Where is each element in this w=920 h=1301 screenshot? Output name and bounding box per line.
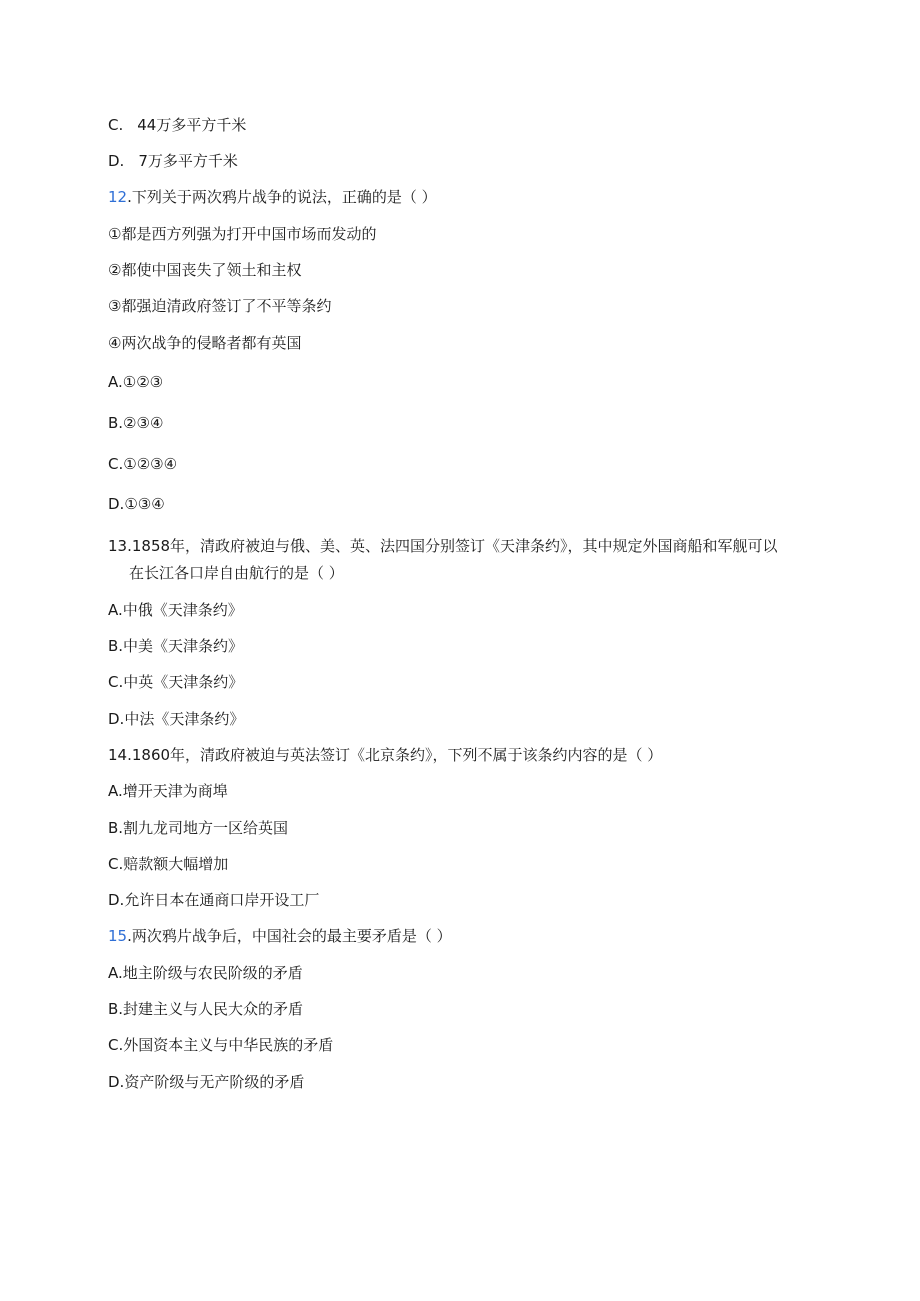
q12-statement-1: ①都是西方列强为打开中国市场而发动的 (108, 225, 377, 243)
q14-option-a: A.增开天津为商埠 (108, 782, 228, 800)
q15-option-a: A.地主阶级与农民阶级的矛盾 (108, 964, 303, 982)
option-text: 7万多平方千米 (138, 152, 238, 170)
q15-stem (108, 926, 452, 946)
q13-option-c: C.中英《天津条约》 (108, 673, 244, 691)
question-number: 15 (108, 927, 128, 945)
q15-option-c: C.外国资本主义与中华民族的矛盾 (108, 1036, 334, 1054)
q12-option-d: D.①③④ (108, 495, 165, 513)
q12-stem (108, 187, 437, 207)
q12-statement-2: ②都使中国丧失了领土和主权 (108, 261, 302, 279)
question-text: .两次鸦片战争后，中国社会的最主要矛盾是（ ） (127, 927, 452, 945)
q14-option-d: D.允许日本在通商口岸开设工厂 (108, 891, 320, 909)
q15-option-d: D.资产阶级与无产阶级的矛盾 (108, 1073, 305, 1091)
q12-statement-4: ④两次战争的侵略者都有英国 (108, 334, 302, 352)
q14-option-c: C.赔款额大幅增加 (108, 855, 229, 873)
q15-option-b: B.封建主义与人民大众的矛盾 (108, 1000, 304, 1018)
q11-option-d (108, 151, 238, 171)
q12-option-b: B.②③④ (108, 414, 164, 432)
q12-option-c: C.①②③④ (108, 455, 178, 473)
option-letter: C. (108, 116, 124, 134)
q14-stem: 14.1860年，清政府被迫与英法签订《北京条约》，下列不属于该条约内容的是（ ） (108, 746, 663, 764)
question-text: .下列关于两次鸦片战争的说法，正确的是（ ） (127, 188, 437, 206)
option-text: 44万多平方千米 (137, 116, 247, 134)
q13-option-a: A.中俄《天津条约》 (108, 601, 243, 619)
q12-option-a: A.①②③ (108, 373, 164, 391)
option-letter: D. (108, 152, 125, 170)
q13-stem-line2: 在长江各口岸自由航行的是（ ） (129, 564, 344, 582)
question-number: 12 (108, 188, 128, 206)
q13-stem-line1: 13.1858年，清政府被迫与俄、美、英、法四国分别签订《天津条约》，其中规定外国商船和军舰可以 (108, 537, 778, 555)
q13-option-b: B.中美《天津条约》 (108, 637, 244, 655)
q13-option-d: D.中法《天津条约》 (108, 710, 245, 728)
q12-statement-3: ③都强迫清政府签订了不平等条约 (108, 297, 332, 315)
q14-option-b: B.割九龙司地方一区给英国 (108, 819, 289, 837)
q11-option-c (108, 115, 246, 135)
